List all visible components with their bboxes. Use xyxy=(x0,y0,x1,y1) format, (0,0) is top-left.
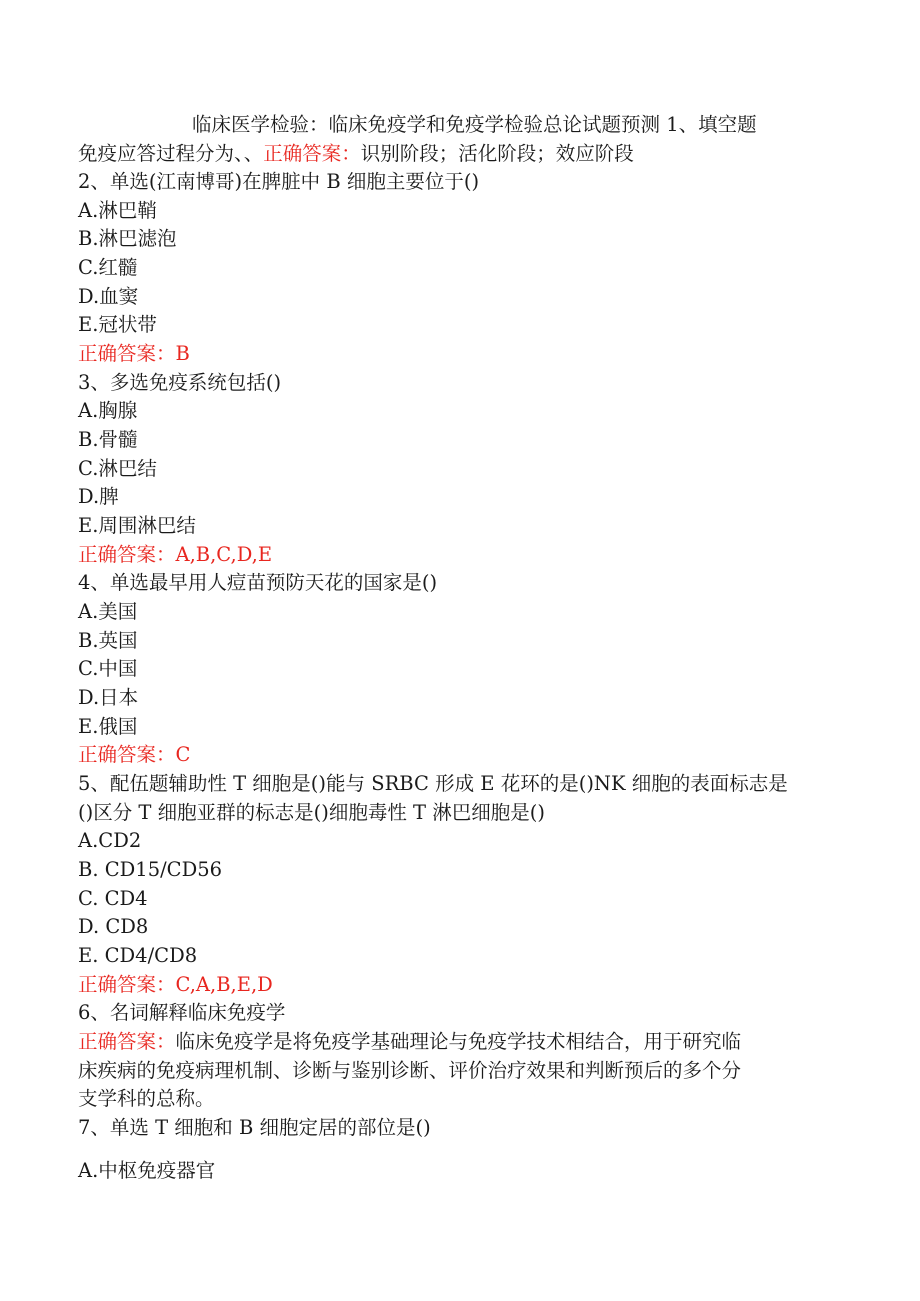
q4-option-d: D.日本 xyxy=(78,686,139,709)
q5-option-e: E. CD4/CD8 xyxy=(78,944,198,967)
q6-answer-text-1: 临床免疫学是将免疫学基础理论与免疫学技术相结合，用于研究临 xyxy=(175,1030,742,1053)
q6-answer-label: 正确答案： xyxy=(78,1030,176,1053)
q7-stem: 7、单选 T 细胞和 B 细胞定居的部位是() xyxy=(78,1116,431,1139)
q6-answer-line-2: 床疾病的免疫病理机制、诊断与鉴别诊断、评价治疗效果和判断预后的多个分 xyxy=(78,1059,742,1082)
q5-stem-line-1: 5、配伍题辅助性 T 细胞是()能与 SRBC 形成 E 花环的是()NK 细胞的表面标志是 xyxy=(78,772,788,795)
q2-option-c: C.红髓 xyxy=(78,256,138,279)
q1-text: 免疫应答过程分为、、 xyxy=(78,142,264,165)
q6-stem: 6、名词解释临床免疫学 xyxy=(78,1001,286,1024)
q3-option-b: B.骨髓 xyxy=(78,428,138,451)
doc-title-line: 临床医学检验：临床免疫学和免疫学检验总论试题预测 1、填空题 xyxy=(192,113,757,136)
q4-option-e: E.俄国 xyxy=(78,715,138,738)
q5-option-b: B. CD15/CD56 xyxy=(78,858,223,881)
q4-option-a: A.美国 xyxy=(78,600,138,623)
q4-option-b: B.英国 xyxy=(78,629,138,652)
q3-stem: 3、多选免疫系统包括() xyxy=(78,371,282,394)
q5-option-d: D. CD8 xyxy=(78,915,149,938)
q6-answer-line-1 xyxy=(78,1028,741,1056)
q2-option-d: D.血窦 xyxy=(78,285,139,308)
q2-option-b: B.淋巴滤泡 xyxy=(78,227,177,250)
q3-option-d: D.脾 xyxy=(78,485,119,508)
q5-option-c: C. CD4 xyxy=(78,887,148,910)
q4-stem: 4、单选最早用人痘苗预防天花的国家是() xyxy=(78,571,438,594)
q1-answer: 识别阶段；活化阶段；效应阶段 xyxy=(360,142,634,165)
q3-option-c: C.淋巴结 xyxy=(78,457,157,480)
q5-option-a: A.CD2 xyxy=(78,829,142,852)
q4-answer: 正确答案：C xyxy=(78,743,191,766)
q1-line xyxy=(78,140,634,168)
q2-stem: 2、单选(江南博哥)在脾脏中 B 细胞主要位于() xyxy=(78,170,480,193)
q7-option-a: A.中枢免疫器官 xyxy=(78,1159,216,1182)
q1-answer-label: 正确答案： xyxy=(263,142,361,165)
q5-stem-line-2: ()区分 T 细胞亚群的标志是()细胞毒性 T 淋巴细胞是() xyxy=(78,801,545,824)
q4-option-c: C.中国 xyxy=(78,657,138,680)
q3-option-a: A.胸腺 xyxy=(78,399,138,422)
q2-answer: 正确答案：B xyxy=(78,342,190,365)
q2-option-a: A.淋巴鞘 xyxy=(78,199,157,222)
q6-answer-line-3: 支学科的总称。 xyxy=(78,1087,215,1110)
q3-option-e: E.周围淋巴结 xyxy=(78,514,196,537)
q2-option-e: E.冠状带 xyxy=(78,313,157,336)
q3-answer: 正确答案：A,B,C,D,E xyxy=(78,543,273,566)
q5-answer: 正确答案：C,A,B,E,D xyxy=(78,973,273,996)
